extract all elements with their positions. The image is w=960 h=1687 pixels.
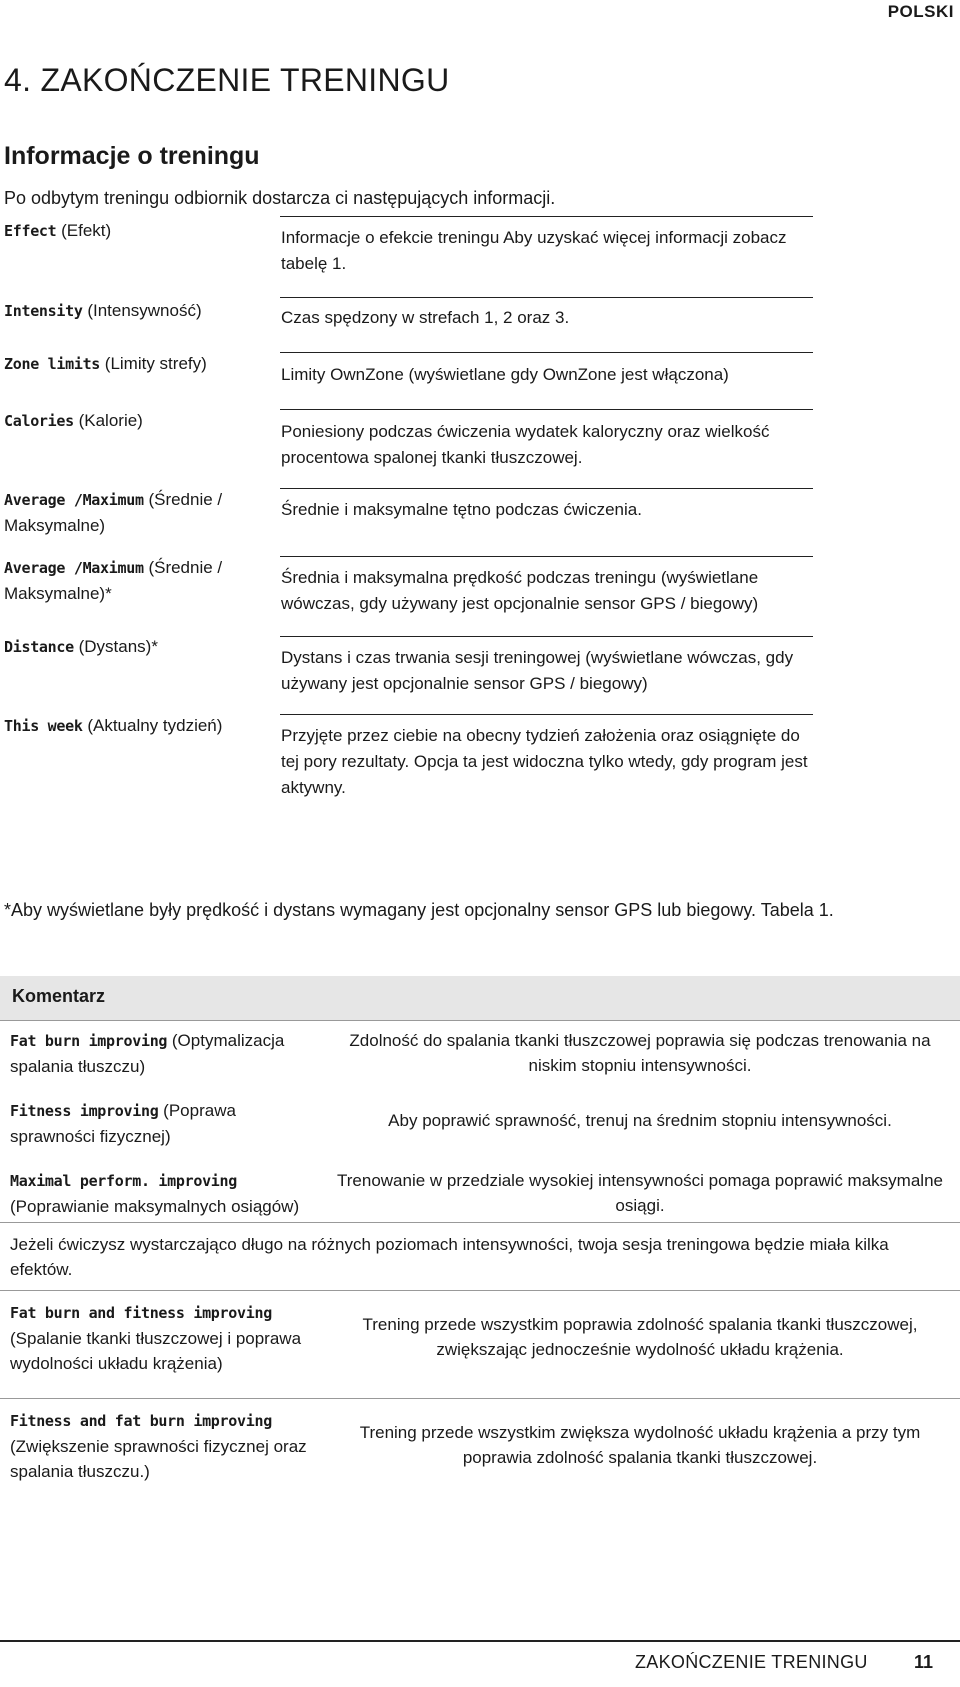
table-term-cell (10, 1300, 320, 1376)
divider (280, 409, 813, 410)
info-term-translation: (Średnie / Maksymalne)* (4, 558, 223, 603)
info-label (4, 487, 254, 539)
page-title: 4. ZAKOŃCZENIE TRENINGU (4, 62, 450, 98)
info-term: Calories (4, 412, 74, 430)
info-desc: Średnia i maksymalna prędkość podczas treningu (wyświetlane wówczas, gdy używany jest opcjonalnie sensor GPS / biegowy) (281, 568, 759, 613)
footer-divider (0, 1640, 960, 1642)
info-term: Distance (4, 638, 74, 656)
info-label (4, 713, 274, 739)
table-term-cell (10, 1168, 320, 1219)
info-label (4, 408, 274, 434)
info-desc: Informacje o efekcie treningu Aby uzyskać więcej informacji zobacz tabelę 1. (281, 228, 787, 273)
language-label: POLSKI (887, 2, 954, 21)
table-term-translation: (Zwiększenie sprawności fizycznej oraz spalania tłuszczu.) (10, 1437, 307, 1481)
table-term-cell (10, 1028, 320, 1079)
footer-section-title: ZAKOŃCZENIE TRENINGU (635, 1652, 868, 1672)
info-term-translation: (Dystans)* (78, 637, 158, 656)
info-term: This week (4, 717, 83, 735)
info-desc: Poniesiony podczas ćwiczenia wydatek kaloryczny oraz wielkość procentowa spalonej tkanki tłuszczowej. (281, 422, 770, 467)
divider (280, 216, 813, 217)
info-desc: Średnie i maksymalne tętno podczas ćwiczenia. (281, 500, 642, 519)
info-desc: Dystans i czas trwania sesji treningowej (wyświetlane wówczas, gdy używany jest opcjonalnie sensor GPS / biegowy) (281, 648, 794, 693)
info-term: Average /Maximum (4, 491, 144, 509)
info-term-translation: (Aktualny tydzień) (87, 716, 223, 735)
info-term: Intensity (4, 302, 83, 320)
divider (280, 488, 813, 489)
info-label (4, 298, 274, 324)
info-term: Zone limits (4, 355, 101, 373)
info-desc: Przyjęte przez ciebie na obecny tydzień założenia oraz osiągnięte do tej pory rezultaty. Opcja ta jest widoczna tylko wtedy, gdy program jest aktywny. (281, 726, 808, 797)
table-term-cell (10, 1098, 320, 1149)
divider (280, 352, 813, 353)
section-subtitle: Informacje o treningu (4, 142, 260, 170)
table-divider (0, 1222, 960, 1223)
footnote: *Aby wyświetlane były prędkość i dystans wymagany jest opcjonalny sensor GPS lub biegowy. Tabela 1. (4, 900, 834, 920)
table-desc-cell: Zdolność do spalania tkanki tłuszczowej poprawia się podczas trenowania na niskim stopniu intensywności. (349, 1031, 931, 1075)
table-term-translation: (Spalanie tkanki tłuszczowej i poprawa wydolności układu krążenia) (10, 1329, 302, 1373)
table-desc-cell: Aby poprawić sprawność, trenuj na średnim stopniu intensywności. (388, 1111, 892, 1130)
table-term-cell (10, 1408, 320, 1484)
info-desc: Limity OwnZone (wyświetlane gdy OwnZone jest włączona) (281, 365, 729, 384)
table-header-label: Komentarz (12, 986, 106, 1006)
page-number: 11 (914, 1652, 934, 1672)
info-label (4, 351, 274, 377)
info-term: Average /Maximum (4, 559, 144, 577)
table-term: Maximal perform. improving (10, 1172, 238, 1190)
intro-text: Po odbytym treningu odbiornik dostarcza ci następujących informacji. (4, 188, 556, 208)
divider (280, 297, 813, 298)
divider (280, 556, 813, 557)
table-divider (0, 1290, 960, 1291)
table-term-translation: (Optymalizacja spalania tłuszczu) (10, 1031, 285, 1076)
table-term-translation: (Poprawianie maksymalnych osiągów) (10, 1197, 300, 1216)
table-term: Fat burn and fitness improving (10, 1304, 272, 1322)
table-term: Fitness and fat burn improving (10, 1412, 272, 1430)
table-term-translation: (Poprawa sprawności fizycznej) (10, 1101, 236, 1146)
table-desc-cell: Trenowanie w przedziale wysokiej intensywności pomaga poprawić maksymalne osiągi. (337, 1171, 943, 1215)
table-header (0, 976, 960, 1020)
table-divider (0, 1398, 960, 1399)
divider (280, 714, 813, 715)
info-term-translation: (Intensywność) (87, 301, 202, 320)
info-term: Effect (4, 222, 57, 240)
info-desc: Czas spędzony w strefach 1, 2 oraz 3. (281, 308, 570, 327)
divider (280, 636, 813, 637)
table-term: Fitness improving (10, 1102, 159, 1120)
info-term-translation: (Kalorie) (78, 411, 143, 430)
info-label (4, 555, 254, 607)
table-desc-cell: Trening przede wszystkim zwiększa wydolność układu krążenia a przy tym poprawia zdolność spalania tkanki tłuszczowej. (359, 1423, 921, 1467)
info-term-translation: (Średnie / Maksymalne) (4, 490, 223, 535)
table-full-row: Jeżeli ćwiczysz wystarczająco długo na różnych poziomach intensywności, twoja sesja treningowa będzie miała kilka efektów. (10, 1235, 889, 1279)
table-term: Fat burn improving (10, 1032, 168, 1050)
info-label (4, 218, 274, 244)
info-term-translation: (Efekt) (61, 221, 112, 240)
table-desc-cell: Trening przede wszystkim poprawia zdolność spalania tkanki tłuszczowej, zwiększając jednocześnie wydolność układu krążenia. (362, 1315, 918, 1359)
info-term-translation: (Limity strefy) (104, 354, 207, 373)
info-label (4, 634, 274, 660)
table-divider (0, 1020, 960, 1021)
